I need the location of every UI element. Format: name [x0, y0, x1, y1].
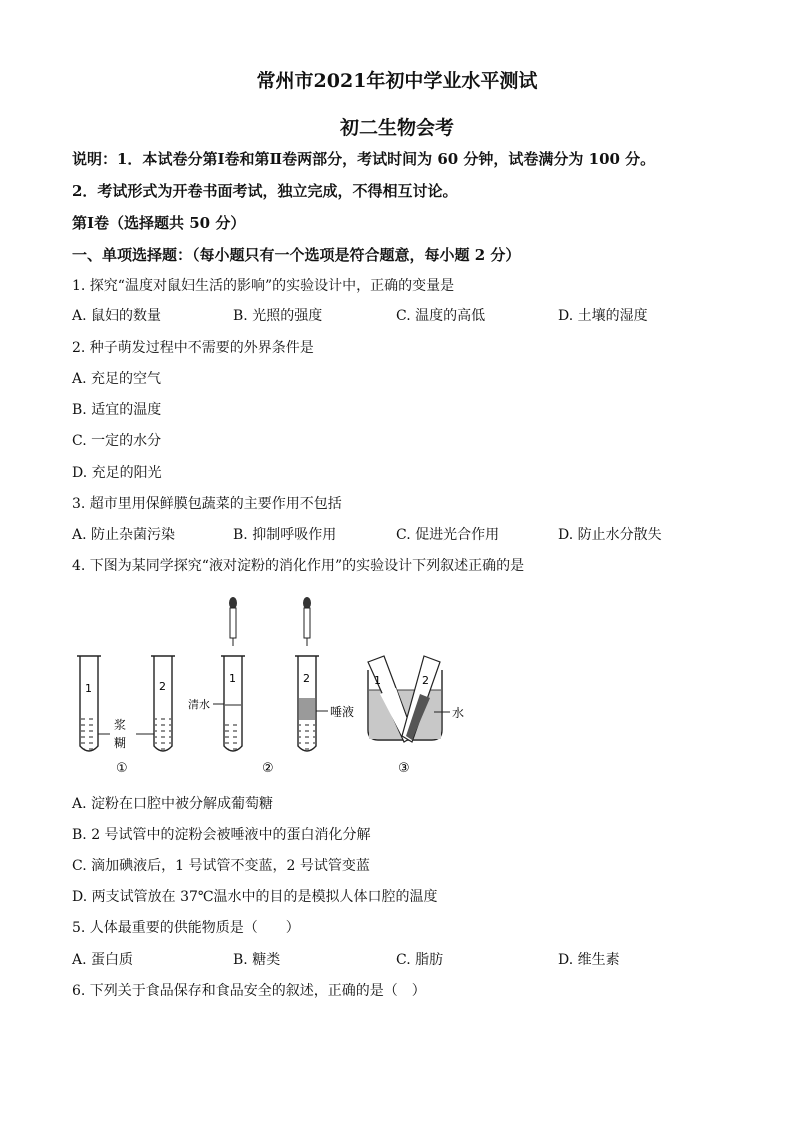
question-5-stem: 5. 人体最重要的供能物质是（ ）	[72, 920, 300, 936]
saliva-label: 唾液	[330, 705, 355, 719]
bath-water-label: 水	[452, 706, 465, 720]
question-2-stem: 2. 种子萌发过程中不需要的外界条件是	[72, 340, 314, 356]
exam-subtitle: 初二生物会考	[339, 117, 454, 139]
q5-option-d[interactable]: D. 维生素	[558, 952, 620, 968]
q1-option-b[interactable]: B. 光照的强度	[233, 308, 323, 324]
q4-option-b[interactable]: B. 2 号试管中的淀粉会被唾液中的蛋白消化分解	[72, 827, 371, 843]
q1-option-d[interactable]: D. 土壤的湿度	[558, 308, 648, 324]
question-1-stem: 1. 探究“温度对鼠妇生活的影响”的实验设计中，正确的变量是	[72, 278, 455, 294]
part1-title: 第Ⅰ卷（选择题共 50 分）	[72, 214, 246, 232]
instructions-line-1: 说明：1．本试卷分第Ⅰ卷和第Ⅱ卷两部分，考试时间为 60 分钟，试卷满分为 100 分。	[72, 150, 656, 168]
q4-option-c[interactable]: C. 滴加碘液后，1 号试管不变蓝，2 号试管变蓝	[72, 858, 370, 874]
dropper-1-bulb	[229, 597, 237, 609]
step2-label: ②	[262, 761, 274, 776]
q4-option-d[interactable]: D. 两支试管放在 37℃温水中的目的是模拟人体口腔的温度	[72, 889, 438, 905]
q5-option-c[interactable]: C. 脂肪	[396, 952, 444, 968]
q5-option-a[interactable]: A. 蛋白质	[72, 952, 134, 968]
q4-option-a[interactable]: A. 淀粉在口腔中被分解成葡萄糖	[72, 796, 274, 812]
step1-tube-2-label: 2	[159, 680, 166, 693]
paste-label-1: 浆	[114, 718, 127, 732]
instructions-line-2: 2．考试形式为开卷书面考试，独立完成，不得相互讨论。	[72, 182, 458, 200]
q1-option-a[interactable]: A. 鼠妇的数量	[72, 308, 162, 324]
step1-tube-1-label: 1	[85, 682, 92, 695]
question-6-stem: 6. 下列关于食品保存和食品安全的叙述，正确的是（ ）	[72, 983, 426, 999]
q1-option-c[interactable]: C. 温度的高低	[396, 308, 486, 324]
step1-label: ①	[116, 761, 128, 776]
step3-tube-1-label: 1	[374, 674, 381, 687]
q5-option-b[interactable]: B. 糖类	[233, 952, 281, 968]
q2-option-a[interactable]: A. 充足的空气	[72, 371, 162, 387]
step3-water-bath	[368, 656, 464, 776]
question-3-stem: 3. 超市里用保鲜膜包蔬菜的主要作用不包括	[72, 496, 342, 512]
water-label: 清水	[188, 698, 210, 711]
q3-option-d[interactable]: D. 防止水分散失	[558, 527, 662, 543]
exam-title: 常州市2021年初中学业水平测试	[256, 70, 538, 92]
paste-label-2: 糊	[114, 736, 127, 750]
step1-tubes	[77, 656, 175, 776]
q3-option-b[interactable]: B. 抑制呼吸作用	[233, 527, 337, 543]
q2-option-d[interactable]: D. 充足的阳光	[72, 465, 162, 481]
q3-option-a[interactable]: A. 防止杂菌污染	[72, 527, 176, 543]
q2-option-c[interactable]: C. 一定的水分	[72, 433, 162, 449]
step3-label: ③	[398, 761, 410, 776]
q3-option-c[interactable]: C. 促进光合作用	[396, 527, 500, 543]
experiment-figure	[72, 590, 492, 780]
step2-tubes	[188, 597, 354, 776]
q2-option-b[interactable]: B. 适宜的温度	[72, 402, 162, 418]
step3-tube-2-label: 2	[422, 674, 429, 687]
step2-tube-2-label: 2	[303, 672, 310, 685]
dropper-2-bulb	[303, 597, 311, 609]
step2-tube-1-label: 1	[229, 672, 236, 685]
question-4-stem: 4. 下图为某同学探究“液对淀粉的消化作用”的实验设计下列叙述正确的是	[72, 558, 525, 574]
section-heading: 一、单项选择题：（每小题只有一个选项是符合题意，每小题 2 分）	[72, 246, 521, 264]
